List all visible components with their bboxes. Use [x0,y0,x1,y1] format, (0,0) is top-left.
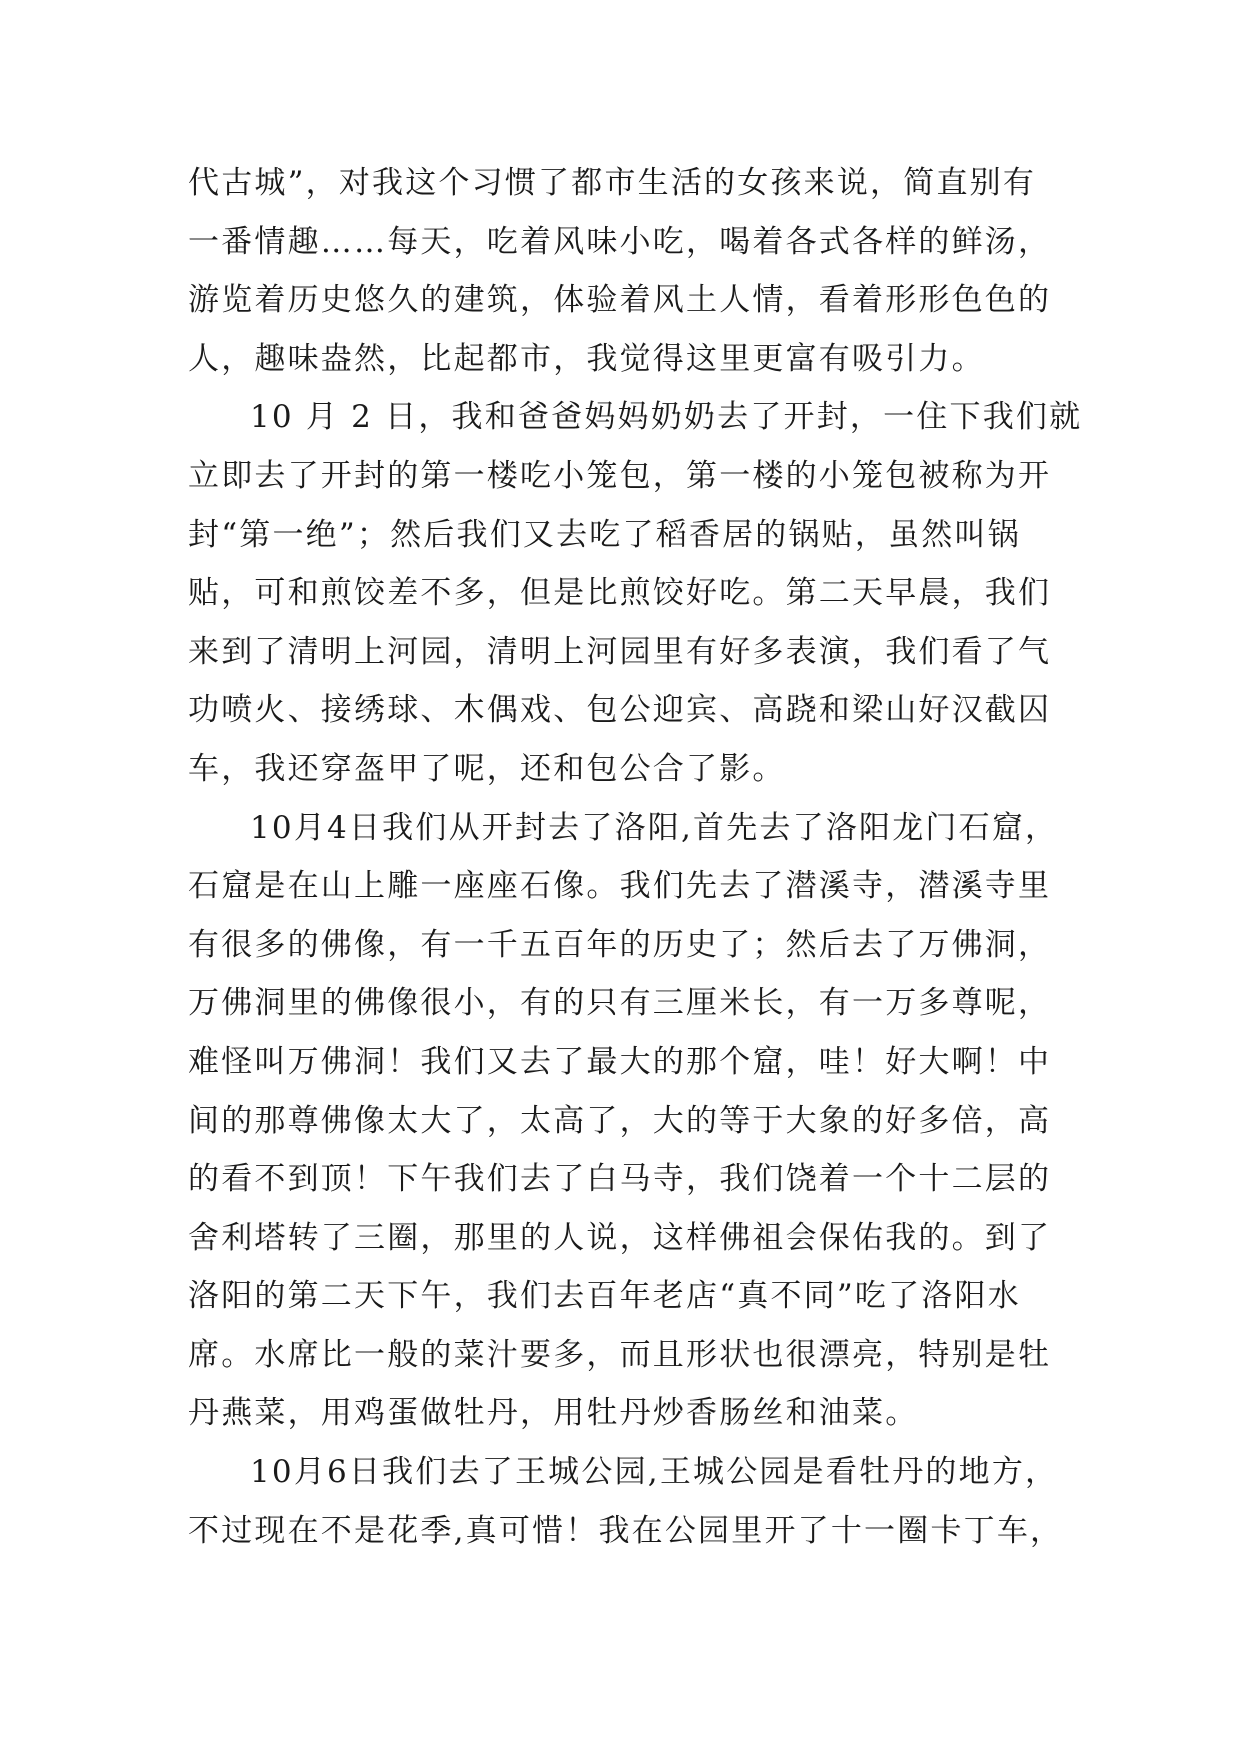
body-text [188,154,1083,1560]
text-line: 封“第一绝”；然后我们又去吃了稻香居的锅贴，虽然叫锅 [188,516,1021,553]
text-line: 有很多的佛像，有一千五百年的历史了；然后去了万佛洞， [188,926,1052,963]
text-line: 来到了清明上河园，清明上河园里有好多表演，我们看了气 [188,633,1052,670]
text-line: 席。水席比一般的菜汁要多，而且形状也很漂亮，特别是牡 [188,1336,1052,1373]
text-line: 游览着历史悠久的建筑，体验着风土人情，看着形形色色的 [188,282,1052,319]
paragraph-first-line: 10月6日我们去了王城公园,王城公园是看牡丹的地方， [250,1454,1059,1491]
text-line: 丹燕菜，用鸡蛋做牡丹，用牡丹炒香肠丝和油菜。 [188,1395,919,1432]
text-line: 万佛洞里的佛像很小，有的只有三厘米长，有一万多尊呢， [188,985,1052,1022]
paragraph-first-line: 10月4日我们从开封去了洛阳,首先去了洛阳龙门石窟， [250,809,1059,846]
text-line: 不过现在不是花季,真可惜！我在公园里开了十一圈卡丁车， [188,1512,1064,1549]
text-line: 难怪叫万佛洞！我们又去了最大的那个窟，哇！好大啊！中 [188,1043,1052,1080]
paragraph-first-line: 10 月 2 日，我和爸爸妈妈奶奶去了开封，一住下我们就 [250,399,1083,436]
text-line: 代古城”，对我这个习惯了都市生活的女孩来说，简直别有 [188,165,1037,201]
text-line: 立即去了开封的第一楼吃小笼包，第一楼的小笼包被称为开 [188,457,1052,494]
text-line: 的看不到顶！下午我们去了白马寺，我们饶着一个十二层的 [188,1161,1052,1198]
text-line: 贴，可和煎饺差不多，但是比煎饺好吃。第二天早晨，我们 [188,575,1052,612]
text-line: 间的那尊佛像太大了，太高了，大的等于大象的好多倍，高 [188,1102,1052,1139]
text-line: 一番情趣……每天，吃着风味小吃，喝着各式各样的鲜汤， [188,223,1052,260]
text-line: 舍利塔转了三圈，那里的人说，这样佛祖会保佑我的。到了 [188,1219,1052,1256]
text-line: 人，趣味盎然，比起都市，我觉得这里更富有吸引力。 [188,340,985,377]
text-line: 石窟是在山上雕一座座石像。我们先去了潜溪寺，潜溪寺里 [188,868,1052,905]
text-line: 功喷火、接绣球、木偶戏、包公迎宾、高跷和梁山好汉截囚 [188,692,1052,729]
text-line: 洛阳的第二天下午，我们去百年老店“真不同”吃了洛阳水 [188,1278,1021,1315]
text-line: 车，我还穿盔甲了呢，还和包公合了影。 [188,750,786,787]
